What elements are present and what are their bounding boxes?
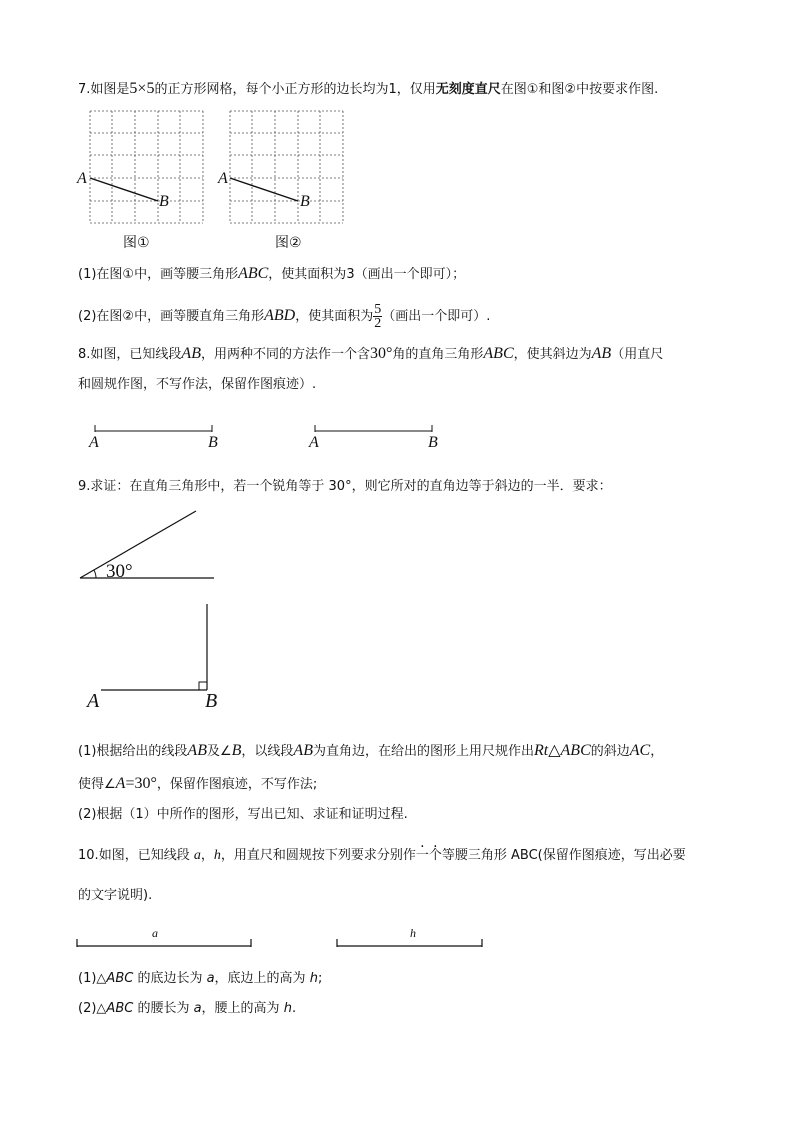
q10-label-h: h [410, 926, 416, 940]
fraction-five-halves: $\frac{5}{2}$ [374, 302, 382, 331]
q9-angle-label: 30° [106, 561, 133, 582]
emphasis-dot-1: 一 [415, 848, 429, 863]
q8-seg1-label-a: A [89, 434, 99, 451]
q7-part1: (1)在图①中，画等腰三角形ABC，使其面积为3（画出一个即可）； [78, 265, 466, 282]
q9-part1-line2: 使得∠A=30°，保留作图痕迹，不写作法; [78, 775, 318, 792]
q9-angle-figure [78, 508, 223, 588]
fig1-label-a: A [77, 170, 87, 187]
q10-line2: 的文字说明). [78, 888, 153, 903]
q9-part2: (2)根据（1）中所作的图形，写出已知、求证和证明过程. [78, 807, 408, 822]
q9-label-b: B [205, 690, 218, 712]
q8-line1: 8.如图，已知线段AB，用两种不同的方法作一个含30°角的直角三角形ABC，使其斜边为AB（用直尺 [78, 345, 664, 362]
emphasis-no-scale-ruler: 无刻度直尺 [435, 82, 501, 97]
q7-stem: 7.如图是5×5的正方形网格，每个小正方形的边长均为1，仅用无刻度直尺在图①和图②中按要求作图. [78, 80, 659, 97]
segment-ab-fig1 [90, 178, 158, 201]
emphasis-dot-2: 个 [428, 848, 442, 863]
q8-seg2-label-b: B [428, 434, 438, 451]
fig1-caption: 图① [123, 235, 150, 251]
fig2-label-a: A [218, 170, 228, 187]
q9-stem: 9.求证：在直角三角形中，若一个锐角等于 30°，则它所对的直角边等于斜边的一半．要求： [78, 479, 612, 494]
q9-label-a: A [87, 690, 100, 712]
q9-part1-line1: (1)根据给出的线段AB及∠B，以线段AB为直角边，在给出的图形上用尺规作出Rt△ABC的斜边AC， [78, 742, 664, 759]
q8-segment-2 [310, 422, 440, 436]
grid-figure-1 [78, 108, 218, 233]
q10-part2: (2)△ABC 的腰长为 a，腰上的高为 h. [78, 1001, 297, 1016]
q10-label-a: a [152, 926, 158, 940]
q10-part1: (1)△ABC 的底边长为 a，底边上的高为 h; [78, 971, 323, 986]
q8-seg1-label-b: B [208, 434, 218, 451]
q8-seg2-label-a: A [309, 434, 319, 451]
q9-right-angle-figure [95, 600, 215, 695]
q7-part2: (2)在图②中，画等腰直角三角形ABD，使其面积为 $\frac{5}{2}$ （画出一个即可）. [78, 302, 491, 331]
q10-line1: 10.如图，已知线段 a，h，用直尺和圆规按下列要求分别作一个等腰三角形 ABC(保留作图痕迹，写出必要 [78, 848, 686, 863]
q8-segment-1 [90, 422, 220, 436]
grid-figure-2 [218, 108, 358, 233]
q10-segment-a [74, 935, 259, 951]
fig2-label-b: B [300, 193, 310, 210]
segment-ab-fig2 [230, 178, 298, 201]
fig2-caption: 图② [275, 235, 302, 251]
fig1-label-b: B [159, 193, 169, 210]
q8-line2: 和圆规作图，不写作法，保留作图痕迹）. [78, 377, 317, 392]
